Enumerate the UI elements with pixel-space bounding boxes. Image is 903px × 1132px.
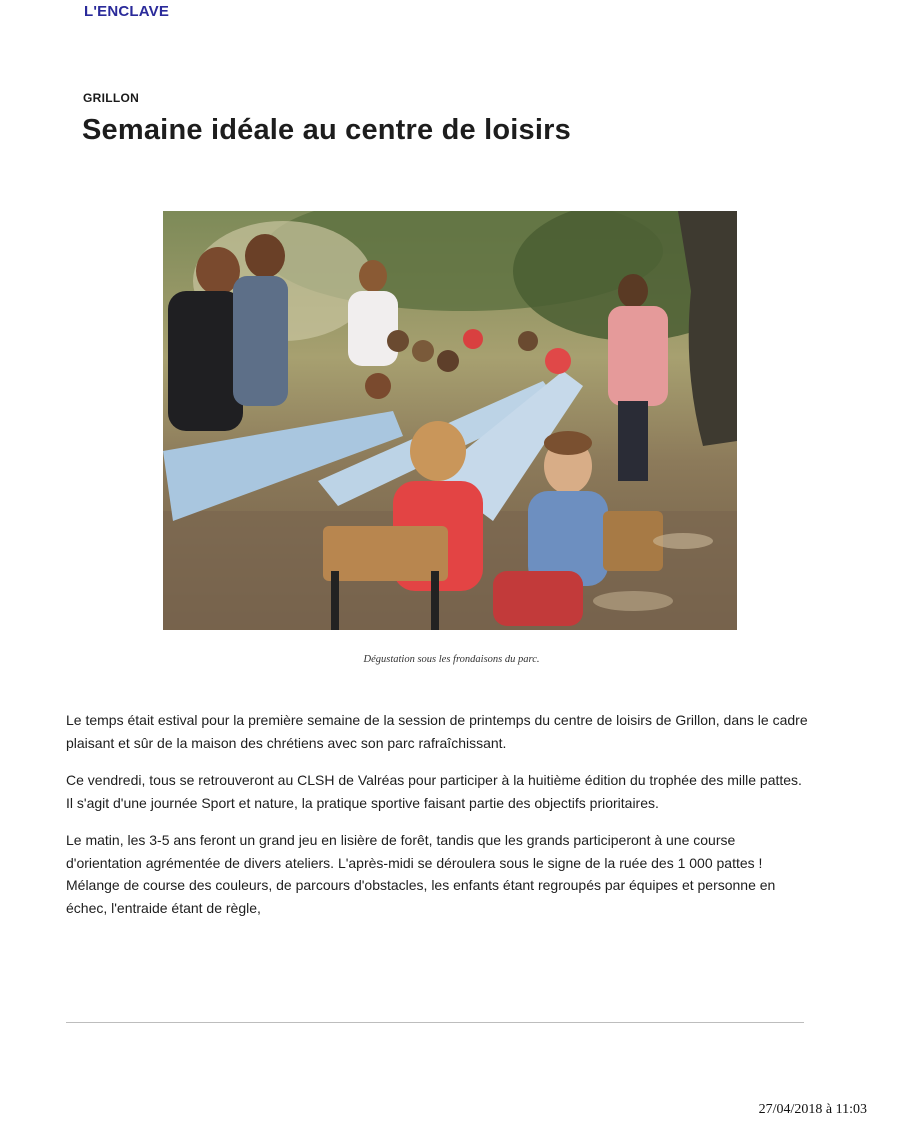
print-timestamp: 27/04/2018 à 11:03 [758,1102,867,1117]
photo-caption: Dégustation sous les frondaisons du parc. [363,654,540,665]
article-kicker: GRILLON [83,91,140,105]
publication-name: L'ENCLAVE [84,3,170,20]
article-paragraph: Ce vendredi, tous se retrouveront au CLSH de Valréas pour participer à la huitième édition du trophée des mille pattes. Il s'agit d'une journée Sport et nature, la pratique sportive faisant partie des objectifs prioritaires. [66,772,802,811]
footer-divider [66,1022,804,1023]
article-photo [163,211,737,630]
article-body [66,709,811,934]
article-title: Semaine idéale au centre de loisirs [82,114,571,146]
article-paragraph: Le matin, les 3-5 ans feront un grand jeu en lisière de forêt, tandis que les grands participeront à une course d'orientation agrémentée de divers ateliers. L'après-midi se déroulera sous le signe de la ruée des 1 000 pattes ! Mélange de course des couleurs, de parcours d'obstacles, les enfants étant regroupés par équipes et personne en échec, l'entraide étant de règle, [66,832,776,916]
article-paragraph: Le temps était estival pour la première semaine de la session de printemps du centre de loisirs de Grillon, dans le cadre plaisant et sûr de la maison des chrétiens avec son parc rafraîchissant. [66,712,808,751]
